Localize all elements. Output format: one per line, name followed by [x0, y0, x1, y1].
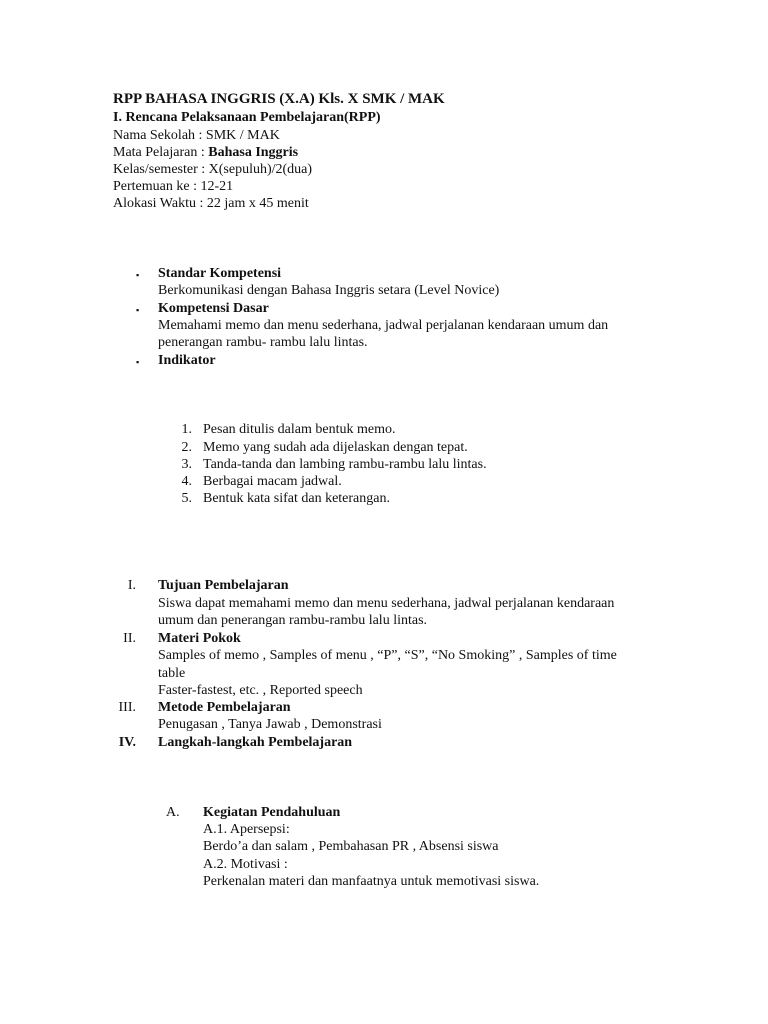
section-number: II.: [123, 631, 136, 646]
materi-pokok-text: Faster-fastest, etc. , Reported speech: [158, 683, 363, 698]
document-title: RPP BAHASA INGGRIS (X.A) Kls. X SMK / MAK: [113, 91, 445, 107]
list-number: 5.: [181, 491, 192, 506]
apersepsi-text: Berdo’a dan salam , Pembahasan PR , Absensi siswa: [203, 839, 499, 854]
mata-pelajaran-value: Bahasa Inggris: [208, 145, 299, 160]
bullet-icon: ▪: [136, 305, 140, 315]
kompetensi-dasar-text: Memahami memo dan menu sederhana, jadwal perjalanan kendaraan umum dan: [158, 318, 609, 333]
mata-pelajaran-label: Mata Pelajaran :: [113, 145, 209, 160]
materi-pokok-text: Samples of memo , Samples of menu , “P”, “S”, “No Smoking” , Samples of time: [158, 648, 617, 663]
apersepsi-label: A.1. Apersepsi:: [203, 822, 290, 837]
motivasi-text: Perkenalan materi dan manfaatnya untuk memotivasi siswa.: [203, 874, 540, 889]
section-number: IV.: [118, 735, 136, 750]
tujuan-pembelajaran-text: umum dan penerangan rambu-rambu lalu lintas.: [158, 613, 428, 628]
list-number: 1.: [181, 422, 192, 437]
materi-pokok-title: Materi Pokok: [158, 631, 241, 646]
bullet-icon: ▪: [136, 270, 140, 280]
mata-pelajaran: [113, 144, 298, 161]
kelas-semester: Kelas/semester : X(sepuluh)/2(dua): [113, 162, 313, 177]
standar-kompetensi-text: Berkomunikasi dengan Bahasa Inggris setara (Level Novice): [158, 283, 500, 298]
materi-pokok-text: table: [158, 666, 186, 681]
bullet-icon: ▪: [136, 357, 140, 367]
nama-sekolah: Nama Sekolah : SMK / MAK: [113, 128, 280, 143]
document-subtitle: I. Rencana Pelaksanaan Pembelajaran(RPP): [113, 110, 381, 125]
kompetensi-dasar-text: penerangan rambu- rambu lalu lintas.: [158, 335, 368, 350]
list-item: Pesan ditulis dalam bentuk memo.: [203, 422, 396, 437]
list-item: Memo yang sudah ada dijelaskan dengan tepat.: [203, 440, 468, 455]
section-number: III.: [118, 700, 136, 715]
kompetensi-dasar-title: Kompetensi Dasar: [158, 301, 269, 316]
list-item: Berbagai macam jadwal.: [203, 474, 342, 489]
list-number: 2.: [181, 440, 192, 455]
list-item: Bentuk kata sifat dan keterangan.: [203, 491, 390, 506]
list-number: 4.: [181, 474, 192, 489]
alokasi-waktu: Alokasi Waktu : 22 jam x 45 menit: [113, 196, 309, 211]
langkah-pembelajaran-title: Langkah-langkah Pembelajaran: [158, 735, 353, 750]
metode-pembelajaran-title: Metode Pembelajaran: [158, 700, 291, 715]
kegiatan-number: A.: [166, 805, 180, 820]
list-item: Tanda-tanda dan lambing rambu-rambu lalu lintas.: [203, 457, 487, 472]
indikator-title: Indikator: [158, 353, 216, 368]
list-number: 3.: [181, 457, 192, 472]
tujuan-pembelajaran-text: Siswa dapat memahami memo dan menu sederhana, jadwal perjalanan kendaraan: [158, 596, 615, 611]
standar-kompetensi-title: Standar Kompetensi: [158, 266, 282, 281]
kegiatan-pendahuluan-title: Kegiatan Pendahuluan: [203, 805, 341, 820]
motivasi-label: A.2. Motivasi :: [203, 857, 288, 872]
metode-pembelajaran-text: Penugasan , Tanya Jawab , Demonstrasi: [158, 717, 382, 732]
tujuan-pembelajaran-title: Tujuan Pembelajaran: [158, 578, 289, 593]
section-number: I.: [127, 578, 136, 593]
pertemuan: Pertemuan ke : 12-21: [113, 179, 234, 194]
